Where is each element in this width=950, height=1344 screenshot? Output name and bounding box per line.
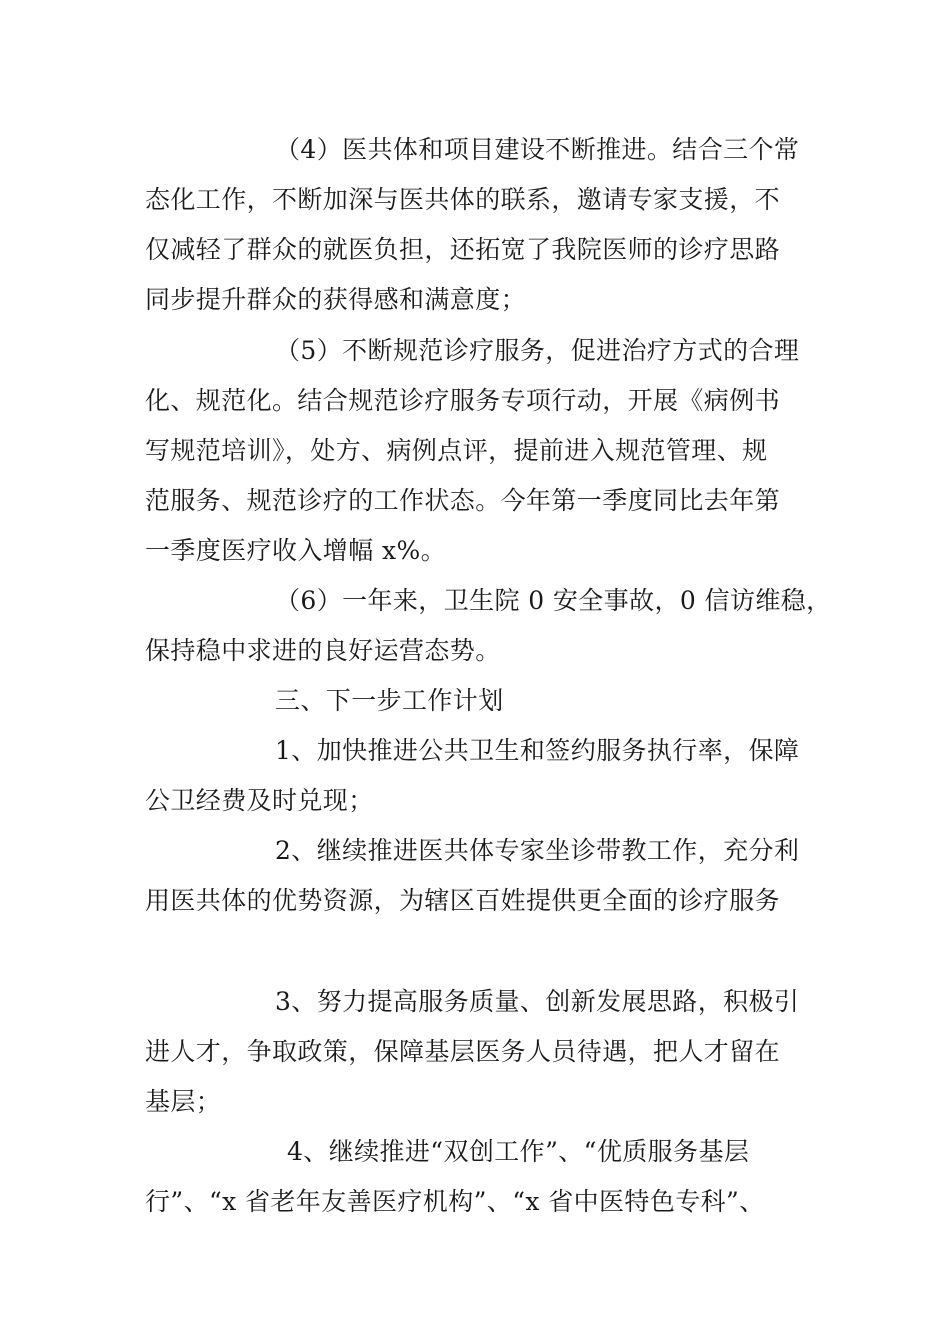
paragraph-line: 一季度医疗收入增幅 x%。: [145, 536, 447, 565]
paragraph-line: （4）医共体和项目建设不断推进。结合三个常: [275, 135, 800, 164]
paragraph-line: 同步提升群众的获得感和满意度；: [145, 285, 527, 314]
paragraph-line: 范服务、规范诊疗的工作状态。今年第一季度同比去年第: [145, 486, 781, 515]
paragraph-line: 基层；: [145, 1087, 222, 1116]
paragraph-line: 进人才，争取政策，保障基层医务人员待遇，把人才留在: [145, 1037, 781, 1066]
paragraph-line: 行”、“x 省老年友善医疗机构”、“x 省中医特色专科”、: [145, 1187, 765, 1216]
section-heading: 三、下一步工作计划: [275, 686, 504, 715]
paragraph-line: 仅减轻了群众的就医负担，还拓宽了我院医师的诊疗思路: [145, 235, 781, 264]
paragraph-line: 写规范培训》，处方、病例点评，提前进入规范管理、规: [145, 436, 768, 465]
paragraph-line: 公卫经费及时兑现；: [145, 786, 374, 815]
paragraph-line: 2、继续推进医共体专家坐诊带教工作，充分利: [275, 836, 800, 865]
paragraph-line: 用医共体的优势资源，为辖区百姓提供更全面的诊疗服务: [145, 886, 781, 915]
paragraph-line: 3、努力提高服务质量、创新发展思路，积极引: [275, 987, 800, 1016]
paragraph-line: 1、加快推进公共卫生和签约服务执行率，保障: [275, 736, 800, 765]
paragraph-line: 4、继续推进“双创工作”、“优质服务基层: [287, 1137, 750, 1166]
paragraph-line: 保持稳中求进的良好运营态势。: [145, 636, 501, 665]
paragraph-line: （5）不断规范诊疗服务，促进治疗方式的合理: [275, 336, 800, 365]
paragraph-line: 态化工作，不断加深与医共体的联系，邀请专家支援，不: [145, 185, 781, 214]
paragraph-line: 化、规范化。结合规范诊疗服务专项行动，开展《病例书: [145, 386, 781, 415]
paragraph-line: （6）一年来，卫生院 0 安全事故，0 信访维稳，: [275, 586, 832, 615]
